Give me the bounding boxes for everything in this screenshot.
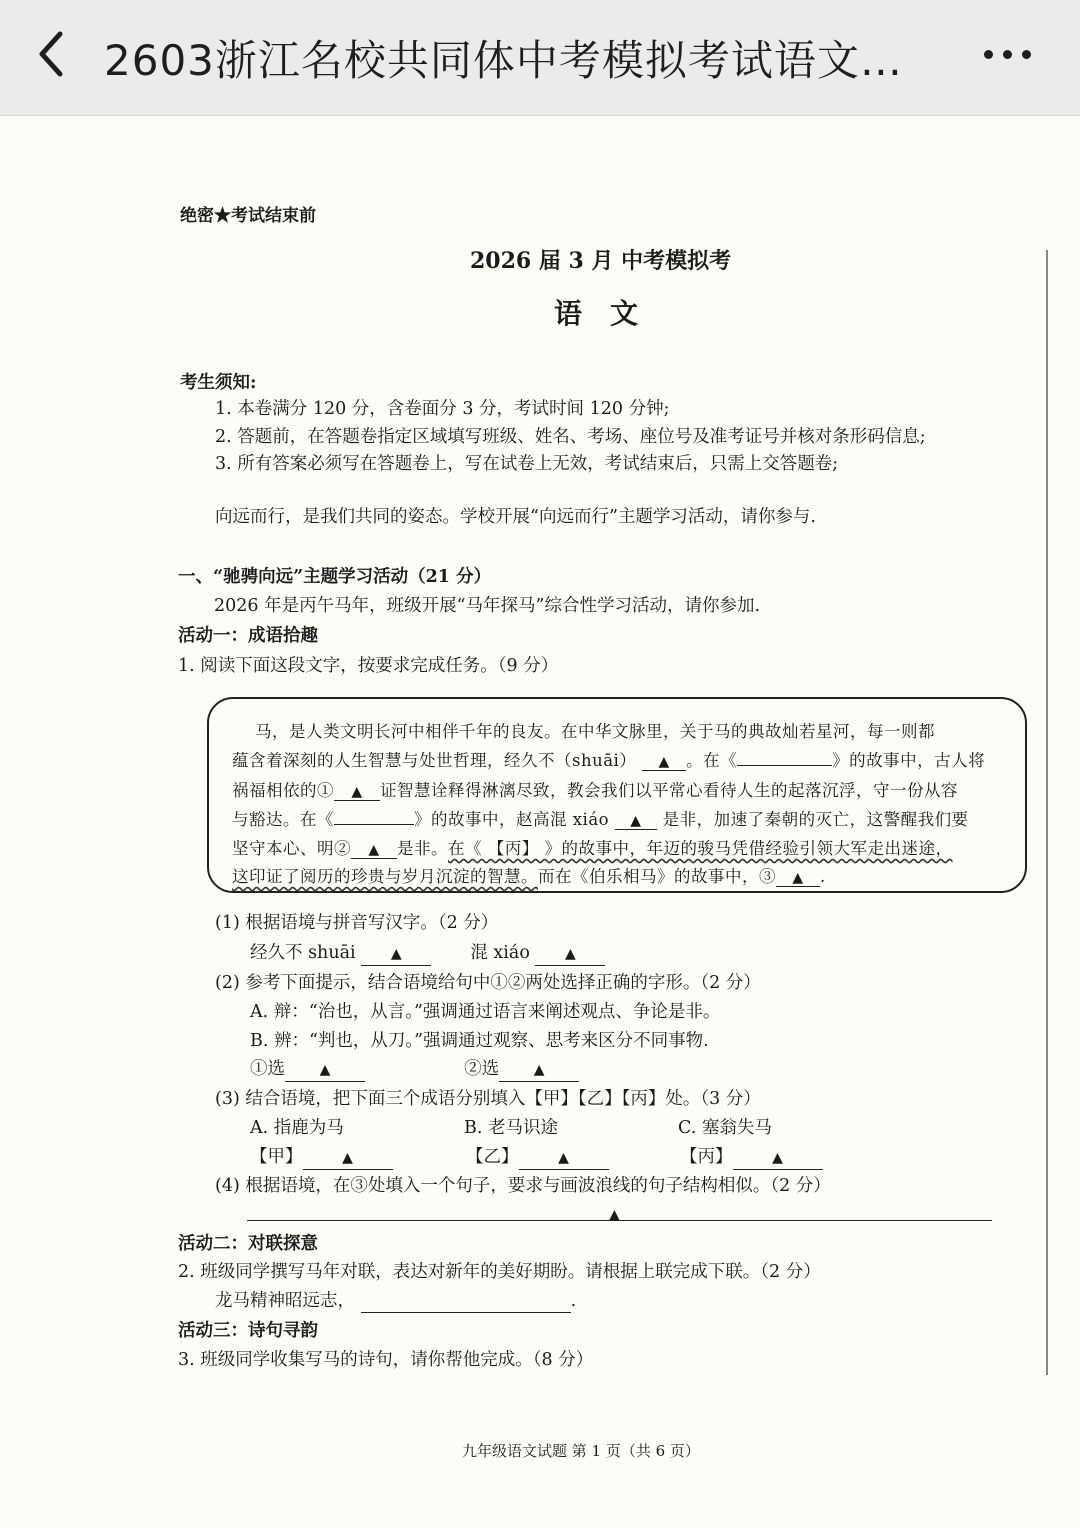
idiom-option: C. 塞翁失马	[678, 1118, 772, 1138]
secret-label: 绝密★考试结束前	[180, 206, 316, 226]
notice-item-1: 1. 本卷满分 120 分，含卷面分 3 分，考试时间 120 分钟;	[215, 399, 670, 419]
sub-question-1: (1) 根据语境与拼音写汉字。（2 分）	[215, 913, 499, 933]
question-3: 3. 班级同学收集写马的诗句，请你帮他完成。（8 分）	[178, 1350, 594, 1370]
answer-row: 经久不 shuāi ▲ 混 xiáo ▲	[250, 942, 605, 966]
activity-3-heading: 活动三：诗句寻韵	[178, 1321, 318, 1341]
answer-blank[interactable]: ▲	[285, 1058, 365, 1082]
notice-item-3: 3. 所有答案必须写在答题卷上，写在试卷上无效，考试结束后，只需上交答题卷;	[215, 454, 839, 474]
notice-item-2: 2. 答题前，在答题卷指定区域填写班级、姓名、考场、座位号及准考证号并核对条形码信息;	[215, 427, 926, 447]
subject-title: 语 文	[554, 297, 639, 330]
answer-row: 龙马精神昭远志， .	[215, 1291, 577, 1311]
section-title: 一、“驰骋向远”主题学习活动（21 分）	[178, 567, 492, 587]
exam-title: 2026 届 3 月 中考模拟考	[470, 248, 732, 274]
passage-line: 坚守本心、明② ▲ 是非。在《 【丙】 》的故事中，年迈的骏马凭借经验引领大军走出迷途，	[232, 839, 953, 858]
answer-blank[interactable]: ▲	[303, 1146, 393, 1170]
passage-line: 蕴含着深刻的人生智慧与处世哲理，经久不（shuāi） ▲ 。在《 》的故事中，古人将	[232, 751, 986, 770]
answer-row: 【丙】 ▲	[680, 1146, 823, 1170]
activity-2-heading: 活动二：对联探意	[178, 1234, 318, 1254]
passage-line: 祸福相依的① ▲ 证智慧诠释得淋漓尽致，教会我们以平常心看待人生的起落沉浮，守一份从容	[232, 781, 958, 800]
document-title: 2603浙江名校共同体中考模拟考试语文…	[104, 36, 903, 85]
idiom-option: B. 老马识途	[464, 1118, 558, 1138]
passage-line: 与豁达。在《 》的故事中，赵高混 xiáo ▲ 是非，加速了秦朝的灭亡，这警醒我们要	[232, 810, 969, 829]
answer-line[interactable]	[247, 1220, 992, 1221]
intro-text: 向远而行，是我们共同的姿态。学校开展“向远而行”主题学习活动，请你参与.	[215, 507, 816, 527]
answer-blank[interactable]: ▲	[361, 942, 431, 966]
more-options-icon[interactable]	[980, 38, 1036, 72]
sub-question-4: (4) 根据语境，在③处填入一个句子，要求与画波浪线的句子结构相似。（2 分）	[215, 1176, 831, 1196]
answer-blank[interactable]	[361, 1290, 571, 1313]
passage-line: 这印证了阅历的珍贵与岁月沉淀的智慧。而在《伯乐相马》的故事中，③ ▲ .	[232, 867, 826, 886]
answer-mark: ▲	[609, 1207, 620, 1223]
answer-row: 【乙】 ▲	[466, 1146, 609, 1170]
option-b: B. 辨：“判也，从刀。”强调通过观察、思考来区分不同事物.	[250, 1031, 709, 1051]
activity-1-heading: 活动一：成语拾趣	[178, 626, 318, 646]
top-bar	[0, 0, 1080, 116]
sub-question-2: (2) 参考下面提示，结合语境给句中①②两处选择正确的字形。（2 分）	[215, 973, 761, 993]
paper-edge	[1046, 250, 1048, 1375]
option-a: A. 辩：“治也，从言。”强调通过语言来阐述观点、争论是非。	[250, 1002, 721, 1022]
answer-blank[interactable]: ▲	[733, 1146, 823, 1170]
answer-blank[interactable]: ▲	[535, 942, 605, 966]
section-intro: 2026 年是丙午马年，班级开展“马年探马”综合性学习活动，请你参加.	[214, 596, 761, 616]
answer-row: 【甲】 ▲	[250, 1146, 393, 1170]
passage-line: 马，是人类文明长河中相伴千年的良友。在中华文脉里，关于马的典故灿若星河，每一则都	[255, 722, 935, 741]
page-footer: 九年级语文试题 第 1 页（共 6 页）	[462, 1442, 700, 1460]
answer-row: ①选 ▲ ②选 ▲	[250, 1058, 579, 1082]
answer-blank[interactable]: ▲	[519, 1146, 609, 1170]
notice-heading: 考生须知:	[180, 373, 257, 393]
question-1: 1. 阅读下面这段文字，按要求完成任务。（9 分）	[178, 656, 559, 676]
back-icon[interactable]	[30, 26, 78, 82]
question-2: 2. 班级同学撰写马年对联，表达对新年的美好期盼。请根据上联完成下联。（2 分）	[178, 1262, 821, 1282]
idiom-option: A. 指鹿为马	[250, 1118, 344, 1138]
sub-question-3: (3) 结合语境，把下面三个成语分别填入【甲】【乙】【丙】处。（3 分）	[215, 1089, 761, 1109]
answer-blank[interactable]: ▲	[499, 1058, 579, 1082]
